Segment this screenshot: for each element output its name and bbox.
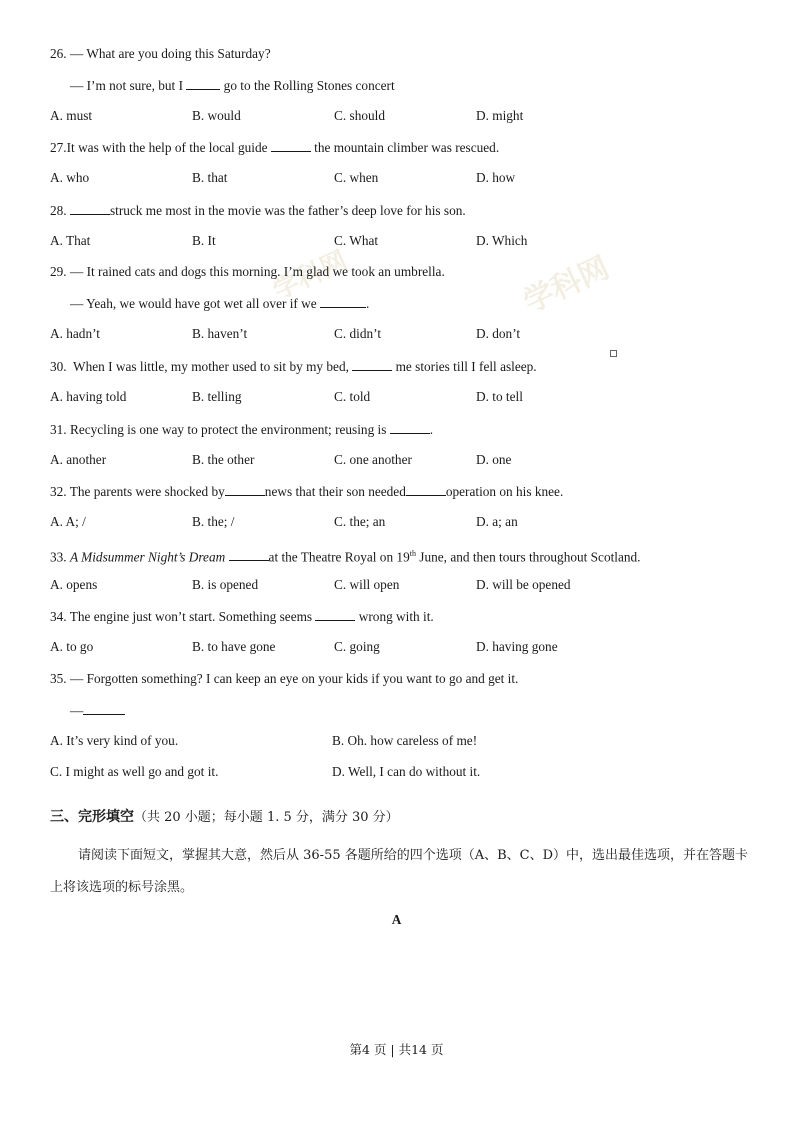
option-c: C. going xyxy=(334,639,380,654)
question-33-options xyxy=(50,577,750,593)
question-28-options xyxy=(50,233,750,249)
option-d: D. to tell xyxy=(476,389,523,404)
question-27-stem: 27.It was with the help of the local guide the mountain climber was rescued. xyxy=(50,140,500,155)
option-a: A. opens xyxy=(50,577,98,592)
option-a: A. A; / xyxy=(50,514,86,529)
question-32-options xyxy=(50,514,750,530)
option-a: A. That xyxy=(50,233,91,248)
question-34-options xyxy=(50,639,750,655)
option-c: C. didn’t xyxy=(334,326,382,341)
question-33-stem: 33. A Midsummer Night’s Dream at the Theatre Royal on 19th June, and then tours throughout Scotland. xyxy=(50,549,641,565)
option-a: A. hadn’t xyxy=(50,326,100,341)
option-b: B. the other xyxy=(192,452,255,467)
option-d: D. how xyxy=(476,170,516,185)
play-title: A Midsummer Night’s Dream xyxy=(69,549,226,565)
option-c: C. when xyxy=(334,170,379,185)
option-d: D. don’t xyxy=(476,326,521,341)
option-d: D. one xyxy=(476,452,512,467)
question-28-stem: 28. struck me most in the movie was the father’s deep love for his son. xyxy=(50,203,466,218)
question-34-stem: 34. The engine just won’t start. Something seems wrong with it. xyxy=(50,609,434,624)
question-26-stem: 26. — What are you doing this Saturday? xyxy=(50,46,271,61)
option-d: D. having gone xyxy=(476,639,558,654)
question-30-options xyxy=(50,389,750,405)
option-b: B. is opened xyxy=(192,577,259,592)
option-a: A. to go xyxy=(50,639,94,654)
option-b: B. Oh. how careless of me! xyxy=(332,733,478,748)
question-26-response: — I’m not sure, but I go to the Rolling Stones concert xyxy=(70,78,395,93)
option-a: A. must xyxy=(50,108,93,123)
page-footer: 第4 页 | 共14 页 xyxy=(349,1042,444,1057)
question-35-response: — xyxy=(70,702,793,719)
option-c: C. should xyxy=(334,108,385,123)
watermark: 学科网 xyxy=(268,245,352,306)
option-a: A. having told xyxy=(50,389,127,404)
question-26-options xyxy=(50,108,750,124)
question-30-stem: 30. When I was little, my mother used to sit by my bed, me stories till I fell asleep. xyxy=(50,359,537,374)
option-b: B. haven’t xyxy=(192,326,248,341)
question-32-stem: 32. The parents were shocked by news that their son needed operation on his knee. xyxy=(50,484,564,499)
small-square-marker xyxy=(610,350,617,357)
option-b: B. It xyxy=(192,233,216,248)
option-a: A. another xyxy=(50,452,107,467)
option-d: D. Which xyxy=(476,233,528,248)
question-31-options xyxy=(50,452,750,468)
option-b: B. that xyxy=(192,170,228,185)
option-c: C. told xyxy=(334,389,371,404)
question-29-options xyxy=(50,326,750,342)
option-b: B. to have gone xyxy=(192,639,276,654)
question-29-response: — Yeah, we would have got wet all over if we . xyxy=(70,296,370,311)
section-title: 三、完形填空（共 20 小题；每小题 1. 5 分，满分 30 分） xyxy=(50,809,399,825)
option-b: B. would xyxy=(192,108,241,123)
question-35-stem: 35. — Forgotten something? I can keep an eye on your kids if you want to go and get it. xyxy=(50,671,519,686)
section-instruction: 请阅读下面短文，掌握其大意，然后从 36-55 各题所给的四个选项（A、B、C、D）中，选出最佳选项，并在答题卡上将该选项的标号涂黑。 xyxy=(50,848,749,895)
question-31-stem: 31. Recycling is one way to protect the environment; reusing is . xyxy=(50,422,434,437)
watermark: 学科网 xyxy=(518,250,615,321)
question-35-options-row1 xyxy=(50,733,750,749)
question-27-options xyxy=(50,170,750,186)
option-d: D. Well, I can do without it. xyxy=(332,764,481,779)
option-d: D. might xyxy=(476,108,524,123)
option-c: C. What xyxy=(334,233,379,248)
option-a: A. It’s very kind of you. xyxy=(50,733,179,748)
option-c: C. will open xyxy=(334,577,400,592)
option-c: C. I might as well go and got it. xyxy=(50,764,219,779)
option-a: A. who xyxy=(50,170,90,185)
question-35-options-row2 xyxy=(50,764,750,780)
option-b: B. the; / xyxy=(192,514,235,529)
option-c: C. the; an xyxy=(334,514,386,529)
option-c: C. one another xyxy=(334,452,412,467)
option-d: D. will be opened xyxy=(476,577,571,592)
option-b: B. telling xyxy=(192,389,242,404)
passage-label: A xyxy=(391,912,402,927)
question-29-stem: 29. — It rained cats and dogs this morning. I’m glad we took an umbrella. xyxy=(50,264,445,279)
option-d: D. a; an xyxy=(476,514,518,529)
